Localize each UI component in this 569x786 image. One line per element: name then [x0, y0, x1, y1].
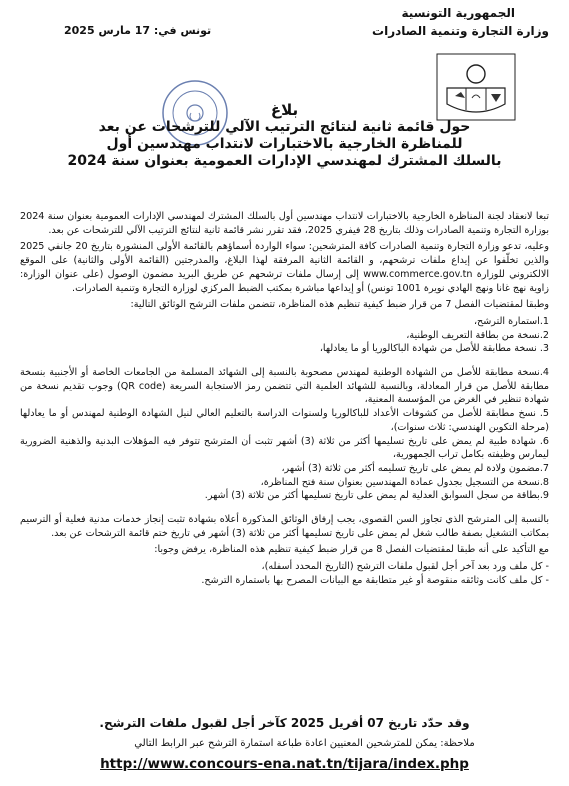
- documents-list-a: [20, 315, 549, 356]
- paragraph-intro: تبعا لانعقاد لجنة المناظرة الخارجية بالاختبارات لانتداب مهندسين أول بالسلك المشترك لمهندسي الإدارات العمومية بعنوان سنة 2024 بوزارة التجارة وتنمية الصادرات وذلك بتاريخ 28 فيفري 2025، فقد تقرر نشر قائمة ثانية لنتائج الترتيب الآلي للترشحات عن بعد.: [20, 211, 549, 236]
- list-item: 8.نسخة من التسجيل بجدول عمادة المهندسين بعنوان سنة فتح المناظرة،: [260, 476, 549, 488]
- paragraph-invitation: وعليه، تدعو وزارة التجارة وتنمية الصادرات كافة المترشحين: سواء الواردة أسماؤهم بالقائمة الأولى المنشورة بتاريخ 20 جانفي 2025 والذين تخلّفوا عن إيداع ملفات ترشحهم، و القائمة الثانية المرفقة لهذا البلاغ، والمدرجتين (القائمة الأولى والثانية) على الموقع الالكتروني للوزارة www.commerce.gov.tn إلى إرسال ملفات ترشحهم عن طريق البريد مضمون الوصول (على عنوان الوزارة: زاوية نهج غانا ونهج الهادي نويرة 1001 تونس) أو إيداعها مباشرة بمكتب الضبط المركزي لوزارة التجارة وتنمية الصادرات.: [20, 241, 549, 294]
- ministry-name: وزارة التجارة وتنمية الصادرات: [372, 24, 549, 38]
- list-item: 9.بطاقة من سجل السوابق العدلية لم يمض على تاريخ تسليمها أكثر من ثلاثة (3) أشهر.: [204, 490, 549, 502]
- registration-link[interactable]: http://www.concours-ena.nat.tn/tijara/index.php: [100, 756, 469, 772]
- title-line-3: بالسلك المشترك لمهندسي الإدارات العمومية بعنوان سنة 2024: [67, 153, 502, 169]
- list-item: 7.مضمون ولادة لم يمض على تاريخ تسليمه أكثر من ثلاثة (3) أشهر،: [281, 462, 549, 474]
- title-line-1: حول قائمة ثانية لنتائج الترتيب الآلي للترشحات عن بعد: [98, 119, 471, 135]
- title-line-2: للمناظرة الخارجية بالاختبارات لانتداب مهندسين أول: [106, 136, 463, 152]
- deadline-text: وقد حدّد تاريخ 07 أفريل 2025 كآخر أجل لقبول ملفات الترشح.: [99, 716, 470, 730]
- list-item: 3. نسخة مطابقة للأصل من شهادة الباكالوريا أو ما يعادلها،: [319, 343, 549, 355]
- note-text: ملاحظة: يمكن للمترشحين المعنيين اعادة طباعة استمارة الترشح عبر الرابط التالي: [134, 738, 475, 749]
- paragraph-rejection: مع التأكيد على أنه طبقا لمقتضيات الفصل 8 من قرار ضبط كيفية تنظيم هذه المناظرة، يرفض وجوبا:: [154, 544, 549, 556]
- announcement-body: [20, 210, 549, 588]
- country-name: الجمهورية التونسية: [401, 6, 515, 20]
- title-line-0: بلاغ: [270, 101, 299, 119]
- paragraph-requirements: وطبقا لمقتضيات الفصل 7 من قرار ضبط كيفية تنظيم هذه المناظرة، تتضمن ملفات الترشح الوثائق التالية:: [130, 299, 549, 311]
- list-item: 6. شهادة طبية لم يمض على تاريخ تسليمها أكثر من ثلاثة (3) أشهر تثبت أن المترشح تتوفر فيه المؤهلات البدنية والذهنية الضرورية ليمارس وظيفته بكامل تراب الجمهورية،: [20, 435, 549, 461]
- list-item: 1.استمارة الترشح،: [473, 315, 549, 327]
- list-item: - كل ملف كانت وثائقه منقوصة أو غير متطابقة مع البيانات المصرح بها باستمارة الترشح.: [201, 574, 549, 586]
- list-item: - كل ملف ورد بعد آخر أجل لقبول ملفات الترشح (التاريخ المحدد أسفله)،: [261, 561, 549, 573]
- list-item: 4.نسخة مطابقة للأصل من الشهادة الوطنية لمهندس مصحوبة بالنسبة إلى الشهائد المسلمة من الجامعات الخاصة أو الأجنبية بنسخة مطابقة للأصل من قرار المعادلة، وبالنسبة للشهائد العلمية التي تتضمن رمز الاستجابة السريعة (QR code) وجوب تقديم نسخة من شهادة تنظير في الغرض من المؤسسة المعنية،: [20, 367, 549, 406]
- documents-list-b: [20, 366, 549, 503]
- list-item: 5. نسخ مطابقة للأصل من كشوفات الأعداد للباكالوريا ولسنوات الدراسة بالتعليم العالي لنيل الشهادة الوطنية لمهندس أو ما يعادلها (مرحلة التكوين الهندسي: ثلاث سنوات)،: [20, 408, 549, 433]
- list-item: 2.نسخة من بطاقة التعريف الوطنية،: [406, 329, 549, 341]
- paragraph-age-exception: بالنسبة إلى المترشح الذي تجاوز السن القصوى، يجب إرفاق الوثائق المذكورة أعلاه بشهادة تثبت إنجاز خدمات مدنية فعلية أو الترسيم بمكاتب التشغيل بصفة طالب شغل لم يمض على تاريخ تسليمها أكثر من ثلاثة (3) أشهر في تاريخ ختم قائمة الترشحات عن بعد.: [20, 514, 549, 539]
- issue-date: تونس في: 17 مارس 2025: [64, 24, 212, 37]
- rejection-list: [20, 560, 549, 587]
- announcement-title: [40, 102, 529, 170]
